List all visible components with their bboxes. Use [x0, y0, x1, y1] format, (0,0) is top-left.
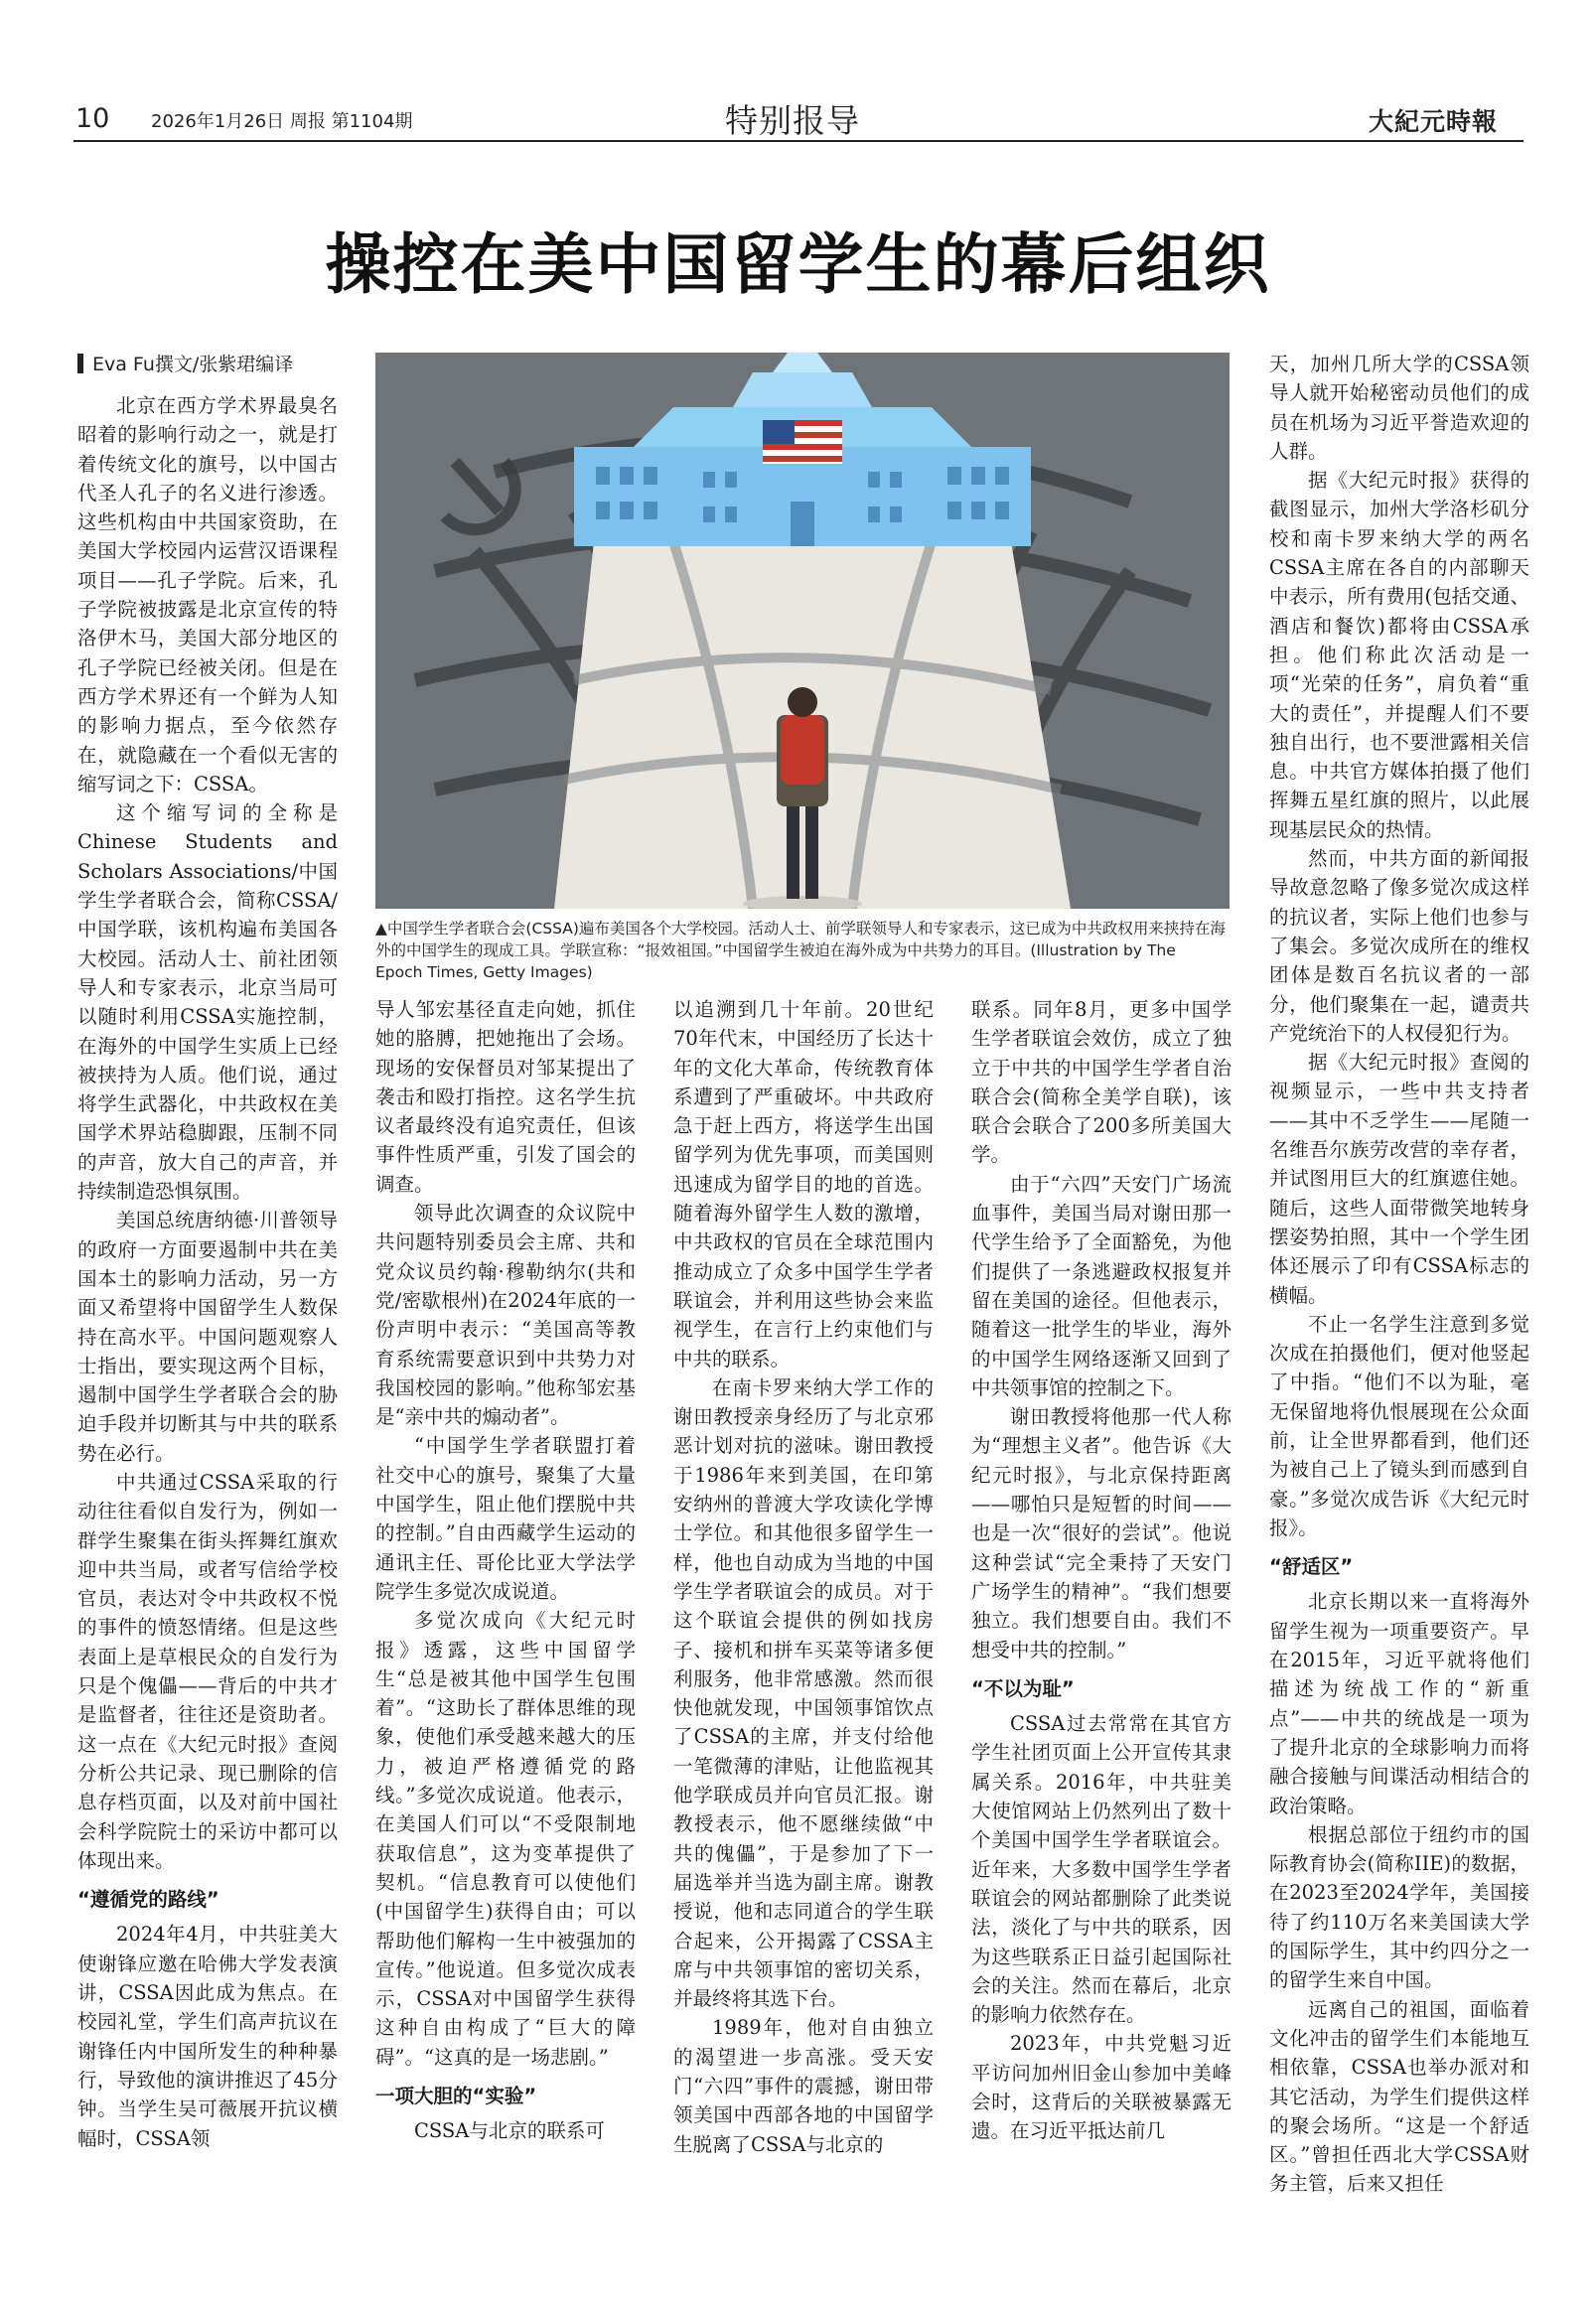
- article-illustration: [375, 353, 1230, 909]
- article-column-1: [77, 391, 338, 2272]
- paragraph: 在南卡罗来纳大学工作的谢田教授亲身经历了与北京邪恶计划对抗的滋味。谢田教授于1986年来到美国，在印第安纳州的普渡大学攻读化学博士学位。和其他很多留学生一样，他也自动成为当地的中国学生学者联谊会的成员。对于这个联谊会提供的例如找房子、接机和拼车买菜等诸多便利服务，他非常感激。然而很快他就发现，中国领事馆饮点了CSSA的主席，并支付给他一笔微薄的津贴，让他监视其他学联成员并向官员汇报。谢教授表示，他不愿继续做“中共的傀儡”，于是参加了下一届选举并当选为副主席。谢教授说，他和志同道合的学生联合起来，公开揭露了CSSA主席与中共领事馆的密切关系，并最终将其选下台。: [673, 1375, 934, 2011]
- article-column-3: [673, 995, 934, 2272]
- paragraph: 联系。同年8月，更多中国学生学者联谊会效仿，成立了独立于中共的中国学生学者自治联合会(简称全美学自联)，该联合会联合了200多所美国大学。: [971, 998, 1232, 1167]
- illustration-caption: ▲中国学生学者联合会(CSSA)遍布美国各个大学校园。活动人士、前学联领导人和专家表示，这已成为中共政权用来挟持在海外的中国学生的现成工具。学联宣称：“报效祖国。”中国留学生被迫在海外成为中共势力的耳目。(Illustration by The Epoch Times, Getty Images): [375, 920, 1226, 981]
- paragraph: 以追溯到几十年前。20世纪70年代末，中国经历了长达十年的文化大革命，传统教育体系遭到了严重破坏。中共政府急于赶上西方，将送学生出国留学列为优先事项，而美国则迅速成为留学目的地的首选。随着海外留学生人数的激增，中共政权的官员在全球范围内推动成立了众多中国学生学者联谊会，并利用这些协会来监视学生，在言行上约束他们与中共的联系。: [673, 998, 934, 1371]
- paragraph: 导人邹宏基径直走向她，抓住她的胳膊，把她拖出了会场。现场的安保督员对邹某提出了袭击和殴打指控。这名学生抗议者最终没有追究责任，但该事件性质严重，引发了国会的调查。: [375, 998, 636, 1196]
- paragraph: 远离自己的祖国，面临着文化冲击的留学生们本能地互相依靠，CSSA也举办派对和其它活动，为学生们提供这样的聚会场所。“这是一个舒适区。”曾担任西北大学CSSA财务主管，后来又担任: [1269, 1997, 1529, 2196]
- issue-date: 2026年1月26日 周报 第1104期: [151, 111, 413, 132]
- paragraph: 根据总部位于纽约市的国际教育协会(简称IIE)的数据，在2023至2024学年，美国接待了约110万名来美国读大学的国际学生，其中约四分之一的留学生来自中国。: [1269, 1822, 1529, 1992]
- newspaper-name: 大紀元時報: [1369, 107, 1499, 136]
- paragraph: 领导此次调查的众议院中共问题特别委员会主席、共和党众议员约翰·穆勒纳尔(共和党/密歇根州)在2024年底的一份声明中表示：“美国高等教育系统需要意识到中共势力对我国校园的影响。”他称邹宏基是“亲中共的煽动者”。: [375, 1202, 636, 1429]
- page-number: 10: [75, 103, 110, 134]
- paragraph: 这个缩写词的全称是Chinese Students and Scholars Associations/中国学生学者联合会，简称CSSA/中国学联，该机构遍布美国各大校园。活动人士、前社团领导人和专家表示，北京当局可以随时利用CSSA实施控制，在海外的中国学生实质上已经被挟持为人质。他们说，通过将学生武器化，中共政权在美国学术界站稳脚跟，压制不同的声音，放大自己的声音，并持续制造恐惧氛围。: [77, 801, 338, 1204]
- paragraph: CSSA与北京的联系可: [414, 2119, 605, 2143]
- paragraph: 谢田教授将他那一代人称为“理想主义者”。他告诉《大纪元时报》，与北京保持距离——哪怕只是短暂的时间——也是一次“很好的尝试”。他说这种尝试“完全秉持了天安门广场学生的精神”。“我们想要独立。我们想要自由。我们不想受中共的控制。”: [971, 1405, 1232, 1661]
- paragraph: 天，加州几所大学的CSSA领导人就开始秘密动员他们的成员在机场为习近平誉造欢迎的人群。: [1269, 353, 1529, 463]
- newspaper-logo: [1369, 102, 1498, 138]
- us-flag-icon: [763, 420, 842, 464]
- paragraph: 据《大纪元时报》查阅的视频显示，一些中共支持者——其中不乏学生——尾随一名维吾尔族劳改营的幸存者，并试图用巨大的红旗遮住她。随后，这些人面带微笑地转身摆姿势拍照，其中一个学生团体还展示了印有CSSA标志的横幅。: [1269, 1051, 1529, 1307]
- paragraph: 北京在西方学术界最臭名昭着的影响行动之一，就是打着传统文化的旗号，以中国古代圣人孔子的名义进行渗透。这些机构由中共国家资助，在美国大学校园内运营汉语课程项目——孔子学院。后来，孔子学院被披露是北京宣传的特洛伊木马，美国大部分地区的孔子学院已经被关闭。但是在西方学术界还有一个鲜为人知的影响力据点，至今依然存在，就隐藏在一个看似无害的缩写词之下：CSSA。: [77, 394, 338, 795]
- paragraph: 2024年4月，中共驻美大使谢锋应邀在哈佛大学发表演讲，CSSA因此成为焦点。在校园礼堂，学生们高声抗议在谢锋任内中国所发生的种种暴行，导致他的演讲推迟了45分钟。当学生吴可薇展开抗议横幅时，CSSA领: [77, 1923, 338, 2150]
- byline-marker: [77, 354, 83, 373]
- headline: 操控在美中国留学生的幕后组织: [325, 225, 1271, 303]
- backpack-icon: [781, 715, 824, 785]
- paragraph: 不止一名学生注意到多觉次成在拍摄他们，便对他竖起了中指。“他们不以为耻，毫无保留地将仇恨展现在公众面前，让全世界都看到，他们还为被自己上了镜头到而感到自豪。”多觉次成告诉《大纪元时报》。: [1269, 1312, 1529, 1539]
- paragraph: 中共通过CSSA采取的行动往往看似自发行为，例如一群学生聚集在街头挥舞红旗欢迎中共当局，或者写信给学校官员，表达对令中共政权不悦的事件的愤怒情绪。但是这些表面上是草根民众的自发行为只是个傀儡——背后的中共才是监督者，往往还是资助者。这一点在《大纪元时报》查阅分析公共记录、现已删除的信息存档页面，以及对前中国社会科学院院士的采访中都可以体现出来。: [77, 1470, 338, 1872]
- paragraph: 2023年，中共党魁习近平访问加州旧金山参加中美峰会时，这背后的关联被暴露无遗。在习近平抵达前几: [971, 2032, 1232, 2143]
- subheading: “不以为耻”: [971, 1676, 1075, 1700]
- section-title: 特别报导: [725, 101, 860, 140]
- article-column-2: [375, 995, 636, 2272]
- subheading: 一项大胆的“实验”: [375, 2084, 537, 2107]
- subheading: “遵循党的路线”: [77, 1888, 219, 1912]
- paragraph: 据《大纪元时报》获得的截图显示，加州大学洛杉矶分校和南卡罗来纳大学的两名CSSA主席在各自的内部聊天中表示，所有费用(包括交通、酒店和餐饮)都将由CSSA承担。他们称此次活动是一项“光荣的任务”，肩负着“重大的责任”，并提醒人们不要独自出行，也不要泄露相关信息。中共官方媒体拍摄了他们挥舞五星红旗的照片，以此展现基层民众的热情。: [1269, 469, 1529, 841]
- article-column-5: [1269, 350, 1529, 2272]
- paragraph: 由于“六四”天安门广场流血事件，美国当局对谢田那一代学生给予了全面豁免，为他们提供了一条逃避政权报复并留在美国的途径。但他表示，随着这一批学生的毕业，海外的中国学生网络逐渐又回到了中共领事馆的控制之下。: [971, 1172, 1232, 1399]
- paragraph: 1989年，他对自由独立的渴望进一步高涨。受天安门“六四”事件的震撼，谢田带领美国中西部各地的中国留学生脱离了CSSA与北京的: [673, 2016, 934, 2156]
- byline-text: Eva Fu撰文/张紫珺编译: [92, 354, 294, 375]
- byline: [77, 350, 293, 376]
- subheading: “舒适区”: [1269, 1555, 1354, 1579]
- paragraph: 美国总统唐纳德·川普领导的政府一方面要遏制中共在美国本土的影响力活动，另一方面又希望将中国留学生人数保持在高水平。中国问题观察人士指出，要实现这两个目标，遏制中国学生学者联合会的胁迫手段并切断其与中共的联系势在必行。: [77, 1209, 338, 1465]
- paragraph: 北京长期以来一直将海外留学生视为一项重要资产。早在2015年，习近平就将他们描述为统战工作的“新重点”——中共的统战是一项为了提升北京的全球影响力而将融合接触与间谍活动相结合的政治策略。: [1269, 1590, 1529, 1817]
- paragraph: “中国学生学者联盟打着社交中心的旗号，聚集了大量中国学生，阻止他们摆脱中共的控制。”自由西藏学生运动的通讯主任、哥伦比亚大学法学院学生多觉次成说道。: [375, 1434, 636, 1603]
- paragraph: 然而，中共方面的新闻报导故意忽略了像多觉次成这样的抗议者，实际上他们也参与了集会。多觉次成所在的维权团体是数百名抗议者的一部分，他们聚集在一起，谴责共产党统治下的人权侵犯行为。: [1269, 847, 1529, 1045]
- header-divider: [73, 140, 1523, 142]
- paragraph: CSSA过去常常在其官方学生社团页面上公开宣传其隶属关系。2016年，中共驻美大使馆网站上仍然列出了数十个美国中国学生学者联谊会。近年来，大多数中国学生学者联谊会的网站都删除了此类说法，淡化了与中共的联系，因为这些联系正日益引起国际社会的关注。然而在幕后，北京的影响力依然存在。: [971, 1712, 1232, 2027]
- article-column-4: [971, 995, 1232, 2272]
- paragraph: 多觉次成向《大纪元时报》透露，这些中国留学生“总是被其他中国学生包围着”。“这助长了群体思维的现象，使他们承受越来越大的压力，被迫严格遵循党的路线。”多觉次成说道。他表示，在美国人们可以“不受限制地获取信息”，这为变革提供了契机。“信息教育可以使他们(中国留学生)获得自由；可以帮助他们解构一生中被强加的宣传。”他说道。但多觉次成表示，CSSA对中国留学生获得这种自由构成了“巨大的障碍”。“这真的是一场悲剧。”: [375, 1609, 636, 2069]
